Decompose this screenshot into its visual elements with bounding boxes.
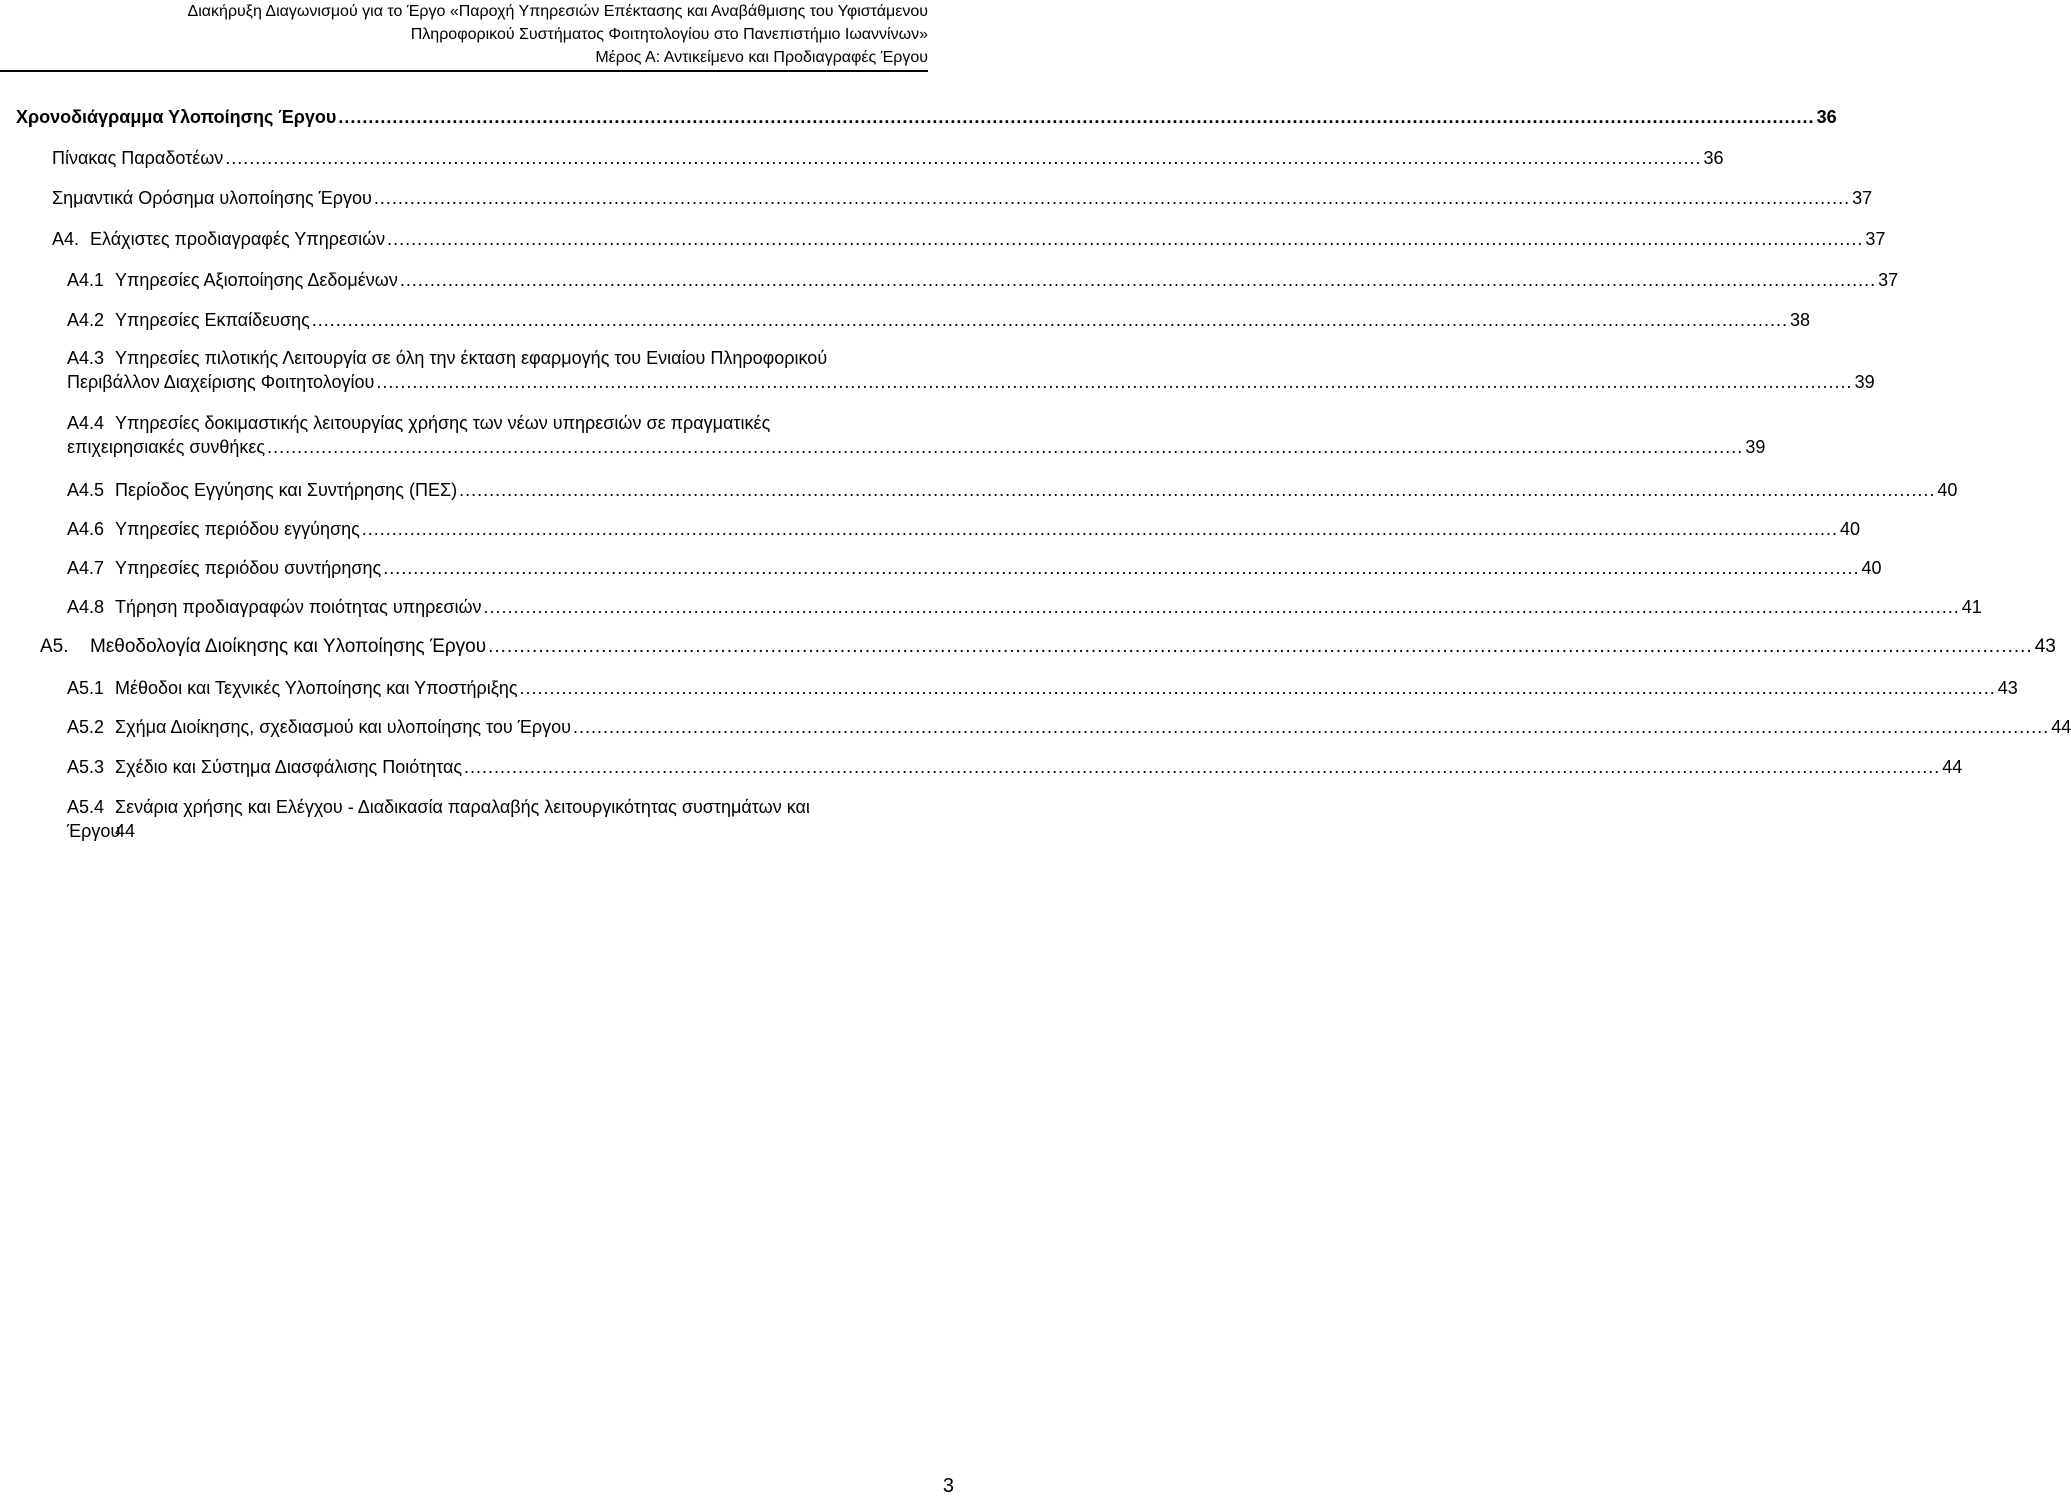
toc-leader bbox=[459, 478, 1935, 502]
toc-page: 37 bbox=[1878, 270, 1899, 290]
page-number: 3 bbox=[942, 1475, 954, 1497]
toc-title: Μέθοδοι και Τεχνικές Υλοποίησης και Υποστήριξης bbox=[115, 678, 518, 698]
toc-page: 37 bbox=[1865, 229, 1886, 249]
toc-title: Σχέδιο και Σύστημα Διασφάλισης Ποιότητας bbox=[115, 757, 463, 777]
toc-number: Α4.7 bbox=[67, 558, 105, 578]
toc-leader bbox=[338, 105, 1814, 129]
toc-leader bbox=[267, 435, 1743, 459]
toc-number: Α5.3 bbox=[67, 757, 105, 777]
toc-title: Υπηρεσίες Αξιοποίησης Δεδομένων bbox=[115, 270, 398, 290]
toc-number: Α5.2 bbox=[67, 717, 105, 737]
header-line-2: Πληροφορικού Συστήματος Φοιτητολογίου στο Πανεπιστήμιο Ιωαννίνων» bbox=[410, 26, 928, 43]
toc-leader bbox=[573, 715, 2049, 739]
toc-title: Σχήμα Διοίκησης, σχεδιασμού και υλοποίησης του Έργου bbox=[115, 717, 571, 737]
toc-number: Α4.6 bbox=[67, 519, 105, 539]
toc-number: Α5.4 bbox=[67, 797, 105, 817]
toc-page: 44 bbox=[2051, 717, 2071, 737]
toc-number: Α5.1 bbox=[67, 678, 105, 698]
toc-entry[interactable] bbox=[16, 105, 1837, 129]
toc-page: 44 bbox=[1942, 757, 1963, 777]
toc-entry[interactable] bbox=[67, 676, 2018, 700]
toc-entry[interactable] bbox=[67, 556, 1882, 580]
toc-entry[interactable] bbox=[40, 635, 2056, 659]
toc-page: 40 bbox=[1861, 558, 1882, 578]
toc-entry[interactable] bbox=[67, 478, 1958, 502]
toc-title-line-1: Υπηρεσίες πιλοτικής Λειτουργία σε όλη την έκταση εφαρμογής του Ενιαίου Πληροφορικού bbox=[115, 348, 828, 368]
toc-leader bbox=[387, 227, 1863, 251]
toc-entry[interactable] bbox=[67, 268, 1899, 292]
toc-page: 37 bbox=[1852, 188, 1873, 208]
toc-page: 38 bbox=[1790, 310, 1811, 330]
toc-page: 39 bbox=[1854, 372, 1875, 392]
toc-number: Α4.3 bbox=[67, 348, 105, 368]
toc-number: Α4.2 bbox=[67, 310, 105, 330]
toc-page: 43 bbox=[2034, 636, 2056, 657]
toc-leader bbox=[312, 308, 1788, 332]
toc-leader bbox=[374, 186, 1850, 210]
toc-entry[interactable] bbox=[67, 346, 1875, 394]
toc-title: Χρονοδιάγραμμα Υλοποίησης Έργου bbox=[16, 107, 337, 127]
toc-title: Υπηρεσίες Εκπαίδευσης bbox=[115, 310, 310, 330]
toc-page: 36 bbox=[1703, 148, 1724, 168]
toc-leader bbox=[464, 755, 1940, 779]
toc-page: 36 bbox=[1816, 107, 1837, 127]
toc-entry[interactable] bbox=[52, 227, 1886, 251]
toc-title-line-1: Υπηρεσίες δοκιμαστικής λειτουργίας χρήσης των νέων υπηρεσιών σε πραγματικές bbox=[115, 413, 771, 433]
toc-entry[interactable] bbox=[67, 308, 1811, 332]
toc-entry[interactable] bbox=[52, 186, 1873, 210]
toc-title-line-1: Σενάρια χρήσης και Ελέγχου - Διαδικασία παραλαβής λειτουργικότητας συστημάτων και bbox=[115, 797, 810, 817]
toc-number: Α4.8 bbox=[67, 597, 105, 617]
toc-number: Α5. bbox=[40, 636, 69, 657]
toc-leader bbox=[484, 595, 1960, 619]
toc-leader bbox=[488, 635, 2033, 659]
toc-number: Α4.5 bbox=[67, 480, 105, 500]
toc-title: Τήρηση προδιαγραφών ποιότητας υπηρεσιών bbox=[115, 597, 482, 617]
toc-number: Α4.4 bbox=[67, 413, 105, 433]
toc-page: 43 bbox=[1997, 678, 2018, 698]
toc-leader bbox=[362, 517, 1838, 541]
toc-leader bbox=[400, 268, 1876, 292]
toc-title: Μεθοδολογία Διοίκησης και Υλοποίησης Έργου bbox=[90, 636, 487, 657]
toc-title: Σημαντικά Ορόσημα υλοποίησης Έργου bbox=[52, 188, 372, 208]
header-line-3: Μέρος Α: Αντικείμενο και Προδιαγραφές Έργου bbox=[595, 49, 928, 66]
header-rule bbox=[0, 70, 928, 72]
toc-page: 41 bbox=[1961, 597, 1982, 617]
toc-entry[interactable] bbox=[67, 517, 1861, 541]
toc-title-line-2: Έργου bbox=[67, 821, 121, 841]
toc-entry[interactable] bbox=[52, 146, 1724, 170]
toc-leader bbox=[376, 370, 1852, 394]
toc-entry[interactable] bbox=[67, 795, 958, 843]
toc-title: Περίοδος Εγγύησης και Συντήρησης (ΠΕΣ) bbox=[115, 480, 458, 500]
toc-number: Α4. bbox=[52, 229, 80, 249]
toc-title-line-2: Περιβάλλον Διαχείρισης Φοιτητολογίου bbox=[67, 372, 375, 392]
toc-title: Υπηρεσίες περιόδου εγγύησης bbox=[115, 519, 360, 539]
toc-page: 39 bbox=[1745, 437, 1766, 457]
toc-entry[interactable] bbox=[67, 715, 2071, 739]
toc-page: 40 bbox=[1840, 519, 1861, 539]
toc-leader bbox=[225, 146, 1701, 170]
toc-title-line-2: επιχειρησιακές συνθήκες bbox=[67, 437, 266, 457]
toc-number: Α4.1 bbox=[67, 270, 105, 290]
toc-title: Υπηρεσίες περιόδου συντήρησης bbox=[115, 558, 382, 578]
toc-page: 40 bbox=[1937, 480, 1958, 500]
toc-page: 44 bbox=[115, 821, 136, 841]
toc-title: Πίνακας Παραδοτέων bbox=[52, 148, 224, 168]
toc-entry[interactable] bbox=[67, 595, 1982, 619]
toc-leader bbox=[383, 556, 1859, 580]
toc-title: Ελάχιστες προδιαγραφές Υπηρεσιών bbox=[90, 229, 386, 249]
header-line-1: Διακήρυξη Διαγωνισμού για το Έργο «Παροχή Υπηρεσιών Επέκτασης και Αναβάθμισης του Υφιστάμενου bbox=[187, 3, 928, 20]
toc-entry[interactable] bbox=[67, 411, 1766, 459]
toc-leader bbox=[520, 676, 1996, 700]
toc-entry[interactable] bbox=[67, 755, 1963, 779]
